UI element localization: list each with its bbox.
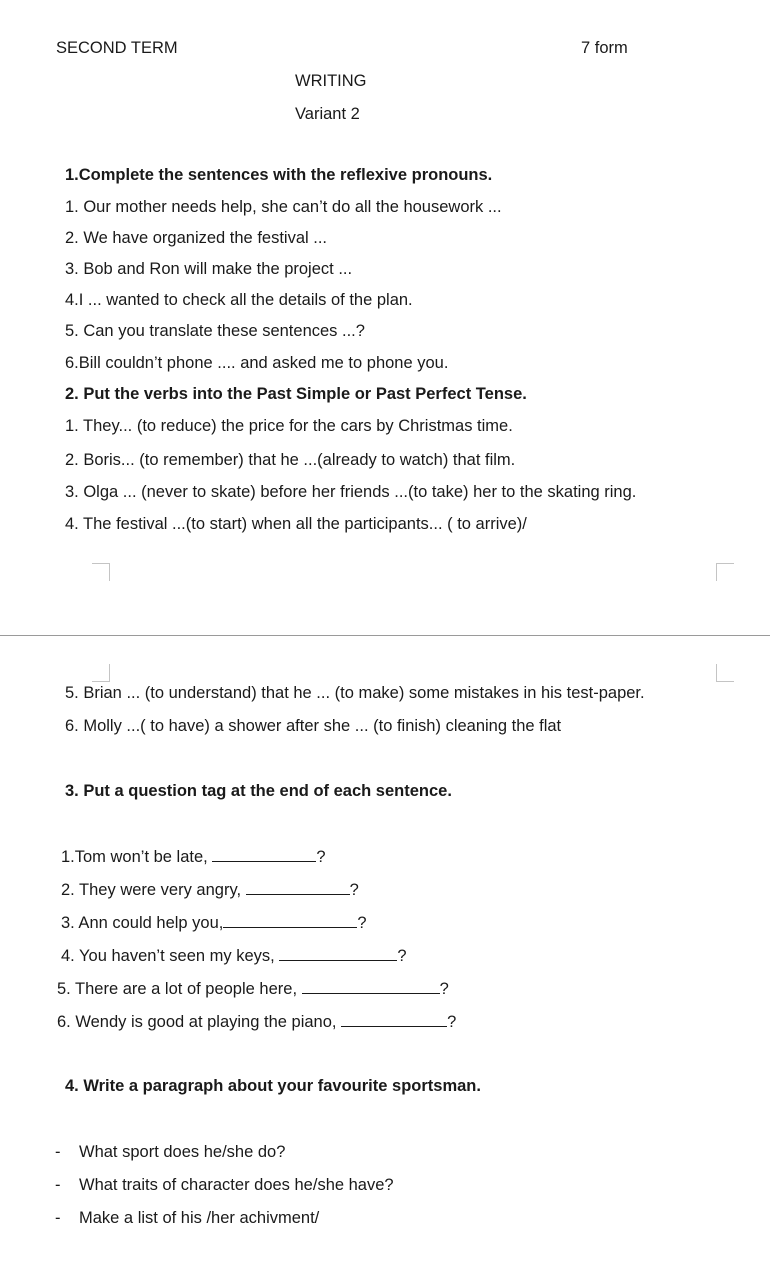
answer-blank[interactable]	[246, 880, 350, 895]
task4-item: What sport does he/she do?	[79, 1143, 286, 1161]
crop-mark	[92, 664, 110, 682]
task2-item: 3. Olga ... (never to skate) before her friends ...(to take) her to the skating ring.	[65, 483, 637, 501]
question-text: 5. There are a lot of people here,	[57, 980, 302, 998]
question-mark: ?	[397, 947, 407, 965]
answer-blank[interactable]	[302, 979, 440, 994]
form-label: 7 form	[581, 39, 628, 57]
task3-heading: 3. Put a question tag at the end of each sentence.	[65, 782, 452, 800]
page-divider	[0, 635, 770, 636]
question-mark: ?	[316, 848, 326, 866]
page-title: WRITING	[295, 72, 367, 90]
question-mark: ?	[357, 914, 367, 932]
question-mark: ?	[447, 1013, 457, 1031]
answer-blank[interactable]	[341, 1012, 447, 1027]
task2-item: 6. Molly ...( to have) a shower after she ... (to finish) cleaning the flat	[65, 717, 562, 735]
task1-heading: 1.Complete the sentences with the reflexive pronouns.	[65, 166, 493, 184]
task1-item: 5. Can you translate these sentences ...?	[65, 322, 365, 340]
bullet-dash: -	[55, 1143, 61, 1161]
task4-heading: 4. Write a paragraph about your favourite sportsman.	[65, 1077, 481, 1095]
question-text: 4. You haven’t seen my keys,	[61, 947, 280, 965]
question-tag-item	[61, 946, 407, 966]
question-tag-item	[61, 913, 367, 933]
task1-item: 3. Bob and Ron will make the project ...	[65, 260, 353, 278]
bullet-dash: -	[55, 1209, 61, 1227]
question-text: 1.Tom won’t be late,	[61, 848, 213, 866]
term-label: SECOND TERM	[56, 39, 178, 57]
task2-heading: 2. Put the verbs into the Past Simple or Past Perfect Tense.	[65, 385, 527, 403]
crop-mark	[716, 664, 734, 682]
variant-label: Variant 2	[295, 105, 360, 123]
task1-item: 1. Our mother needs help, she can’t do all the housework ...	[65, 198, 502, 216]
task1-item: 4.I ... wanted to check all the details of the plan.	[65, 291, 413, 309]
task1-item: 6.Bill couldn’t phone .... and asked me to phone you.	[65, 354, 449, 372]
question-mark: ?	[439, 980, 449, 998]
answer-blank[interactable]	[223, 913, 357, 928]
task4-item: What traits of character does he/she have?	[79, 1176, 394, 1194]
bullet-dash: -	[55, 1176, 61, 1194]
task1-item: 2. We have organized the festival ...	[65, 229, 328, 247]
answer-blank[interactable]	[212, 847, 316, 862]
question-text: 6. Wendy is good at playing the piano,	[57, 1013, 342, 1031]
question-tag-item	[57, 979, 449, 999]
answer-blank[interactable]	[279, 946, 397, 961]
question-mark: ?	[349, 881, 359, 899]
task2-item: 2. Boris... (to remember) that he ...(already to watch) that film.	[65, 451, 516, 469]
task2-item: 1. They... (to reduce) the price for the cars by Christmas time.	[65, 417, 513, 435]
question-tag-item	[57, 1012, 456, 1032]
task2-item: 4. The festival ...(to start) when all the participants... ( to arrive)/	[65, 515, 527, 533]
crop-mark	[716, 563, 734, 581]
question-text: 2. They were very angry,	[61, 881, 246, 899]
task2-item: 5. Brian ... (to understand) that he ... (to make) some mistakes in his test-paper.	[65, 684, 645, 702]
question-text: 3. Ann could help you,	[61, 914, 224, 932]
crop-mark	[92, 563, 110, 581]
task4-item: Make a list of his /her achivment/	[79, 1209, 320, 1227]
question-tag-item	[61, 880, 359, 900]
question-tag-item	[61, 847, 326, 867]
